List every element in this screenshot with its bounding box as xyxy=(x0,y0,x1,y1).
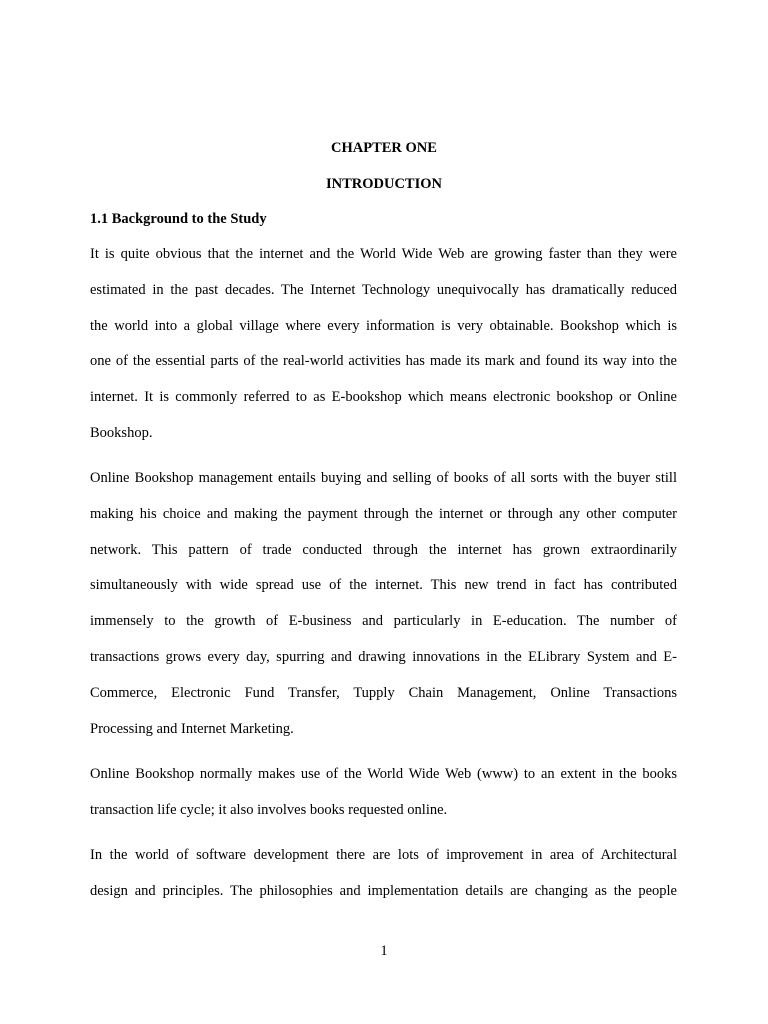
paragraph-line: simultaneously with wide spread use of the internet. This new trend in fact has contributed xyxy=(90,577,677,594)
paragraph-line: Online Bookshop management entails buying and selling of books of all sorts with the buyer still xyxy=(90,470,677,486)
page-number: 1 xyxy=(380,943,388,959)
paragraph-1 xyxy=(90,237,677,452)
paragraph-4 xyxy=(90,838,677,910)
paragraph-line: Processing and Internet Marketing. xyxy=(90,720,294,737)
paragraph-line: transaction life cycle; it also involves books requested online. xyxy=(90,801,448,818)
paragraph-line: Commerce, Electronic Fund Transfer, Tupply Chain Management, Online Transactions xyxy=(90,684,677,701)
paragraph-line: In the world of software development there are lots of improvement in area of Architectural xyxy=(90,847,677,863)
paragraph-line: Online Bookshop normally makes use of the World Wide Web (www) to an extent in the books xyxy=(90,766,677,782)
paragraph-line: internet. It is commonly referred to as E-bookshop which means electronic bookshop or Online xyxy=(90,389,677,406)
chapter-title-heading: INTRODUCTION xyxy=(325,176,442,192)
paragraph-line: network. This pattern of trade conducted through the internet has grown extraordinarily xyxy=(90,541,677,558)
paragraph-3 xyxy=(90,757,677,829)
paragraph-line: the world into a global village where every information is very obtainable. Bookshop which is xyxy=(90,317,677,334)
paragraph-line: immensely to the growth of E-business and particularly in E-education. The number of xyxy=(90,613,677,630)
paragraph-line: design and principles. The philosophies and implementation details are changing as the people xyxy=(90,882,677,899)
paragraph-line: Bookshop. xyxy=(90,424,153,441)
chapter-number-heading: CHAPTER ONE xyxy=(331,140,437,156)
paragraph-2 xyxy=(90,461,677,747)
paragraph-line: estimated in the past decades. The Internet Technology unequivocally has dramatically reduced xyxy=(90,281,677,298)
section-heading: 1.1 Background to the Study xyxy=(90,211,267,227)
paragraph-line: making his choice and making the payment through the internet or through any other computer xyxy=(90,505,677,522)
paragraph-line: It is quite obvious that the internet and the World Wide Web are growing faster than they were xyxy=(90,246,677,262)
paragraph-line: one of the essential parts of the real-world activities has made its mark and found its way into the xyxy=(90,353,677,370)
paragraph-line: transactions grows every day, spurring and drawing innovations in the ELibrary System and E- xyxy=(90,648,677,665)
